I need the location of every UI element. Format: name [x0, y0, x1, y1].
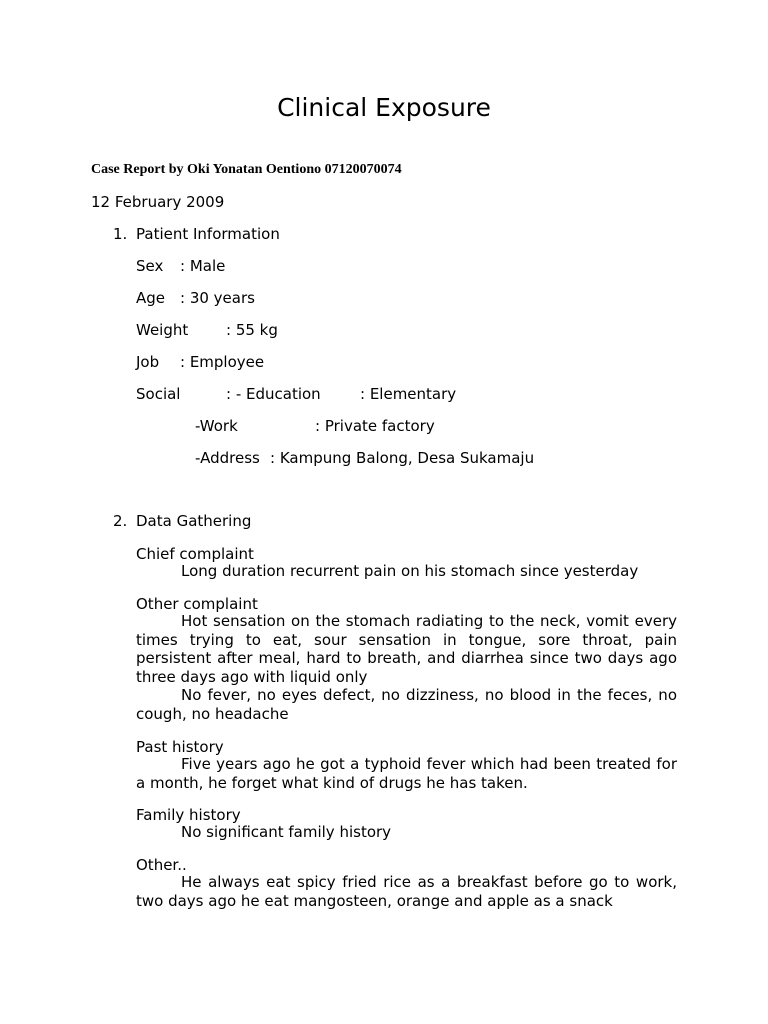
other-complaint-paragraph-1	[136, 612, 677, 686]
work-label: -Work	[195, 417, 238, 435]
other-paragraph	[136, 873, 677, 910]
social-label: Social	[136, 385, 181, 403]
section-1-number: 1.	[113, 225, 128, 243]
address-value: : Kampung Balong, Desa Sukamaju	[270, 449, 535, 467]
other-complaint-paragraph-2	[136, 686, 677, 723]
other-complaint-text-2: No fever, no eyes defect, no dizziness, no blood in the feces, no cough, no headache	[136, 686, 677, 723]
age-value: : 30 years	[180, 289, 255, 307]
family-history-text: No significant family history	[181, 823, 392, 841]
section-2-heading: Data Gathering	[136, 512, 252, 530]
age-label: Age	[136, 289, 166, 307]
education-label: : - Education	[226, 385, 321, 403]
past-history-heading: Past history	[136, 738, 224, 756]
chief-complaint-text: Long duration recurrent pain on his stomach since yesterday	[181, 562, 639, 580]
work-value: : Private factory	[315, 417, 435, 435]
sex-value: : Male	[180, 257, 226, 275]
job-value: : Employee	[180, 353, 265, 371]
other-text: He always eat spicy fried rice as a breakfast before go to work, two days ago he eat mangosteen, orange and apple as a snack	[136, 873, 677, 910]
report-date: 12 February 2009	[91, 193, 225, 211]
other-complaint-text-1: Hot sensation on the stomach radiating to the neck, vomit every times trying to eat, sour sensation in tongue, sore throat, pain persistent after meal, hard to breath, and diarrhea since two days ago three days ago with liquid only	[136, 612, 677, 686]
section-2-number: 2.	[113, 512, 128, 530]
education-value: : Elementary	[360, 385, 457, 403]
sex-label: Sex	[136, 257, 164, 275]
weight-value: : 55 kg	[226, 321, 278, 339]
job-label: Job	[136, 353, 160, 371]
past-history-text: Five years ago he got a typhoid fever which had been treated for a month, he forget what kind of drugs he has taken.	[136, 755, 677, 792]
section-1-heading: Patient Information	[136, 225, 280, 243]
past-history-paragraph	[136, 755, 677, 792]
other-complaint-heading: Other complaint	[136, 595, 258, 613]
address-label: -Address	[195, 449, 260, 467]
byline: Case Report by Oki Yonatan Oentiono 07120070074	[91, 162, 402, 177]
weight-label: Weight	[136, 321, 189, 339]
family-history-heading: Family history	[136, 806, 241, 824]
document-title: Clinical Exposure	[277, 93, 491, 122]
other-heading: Other..	[136, 856, 187, 874]
chief-complaint-heading: Chief complaint	[136, 545, 254, 563]
